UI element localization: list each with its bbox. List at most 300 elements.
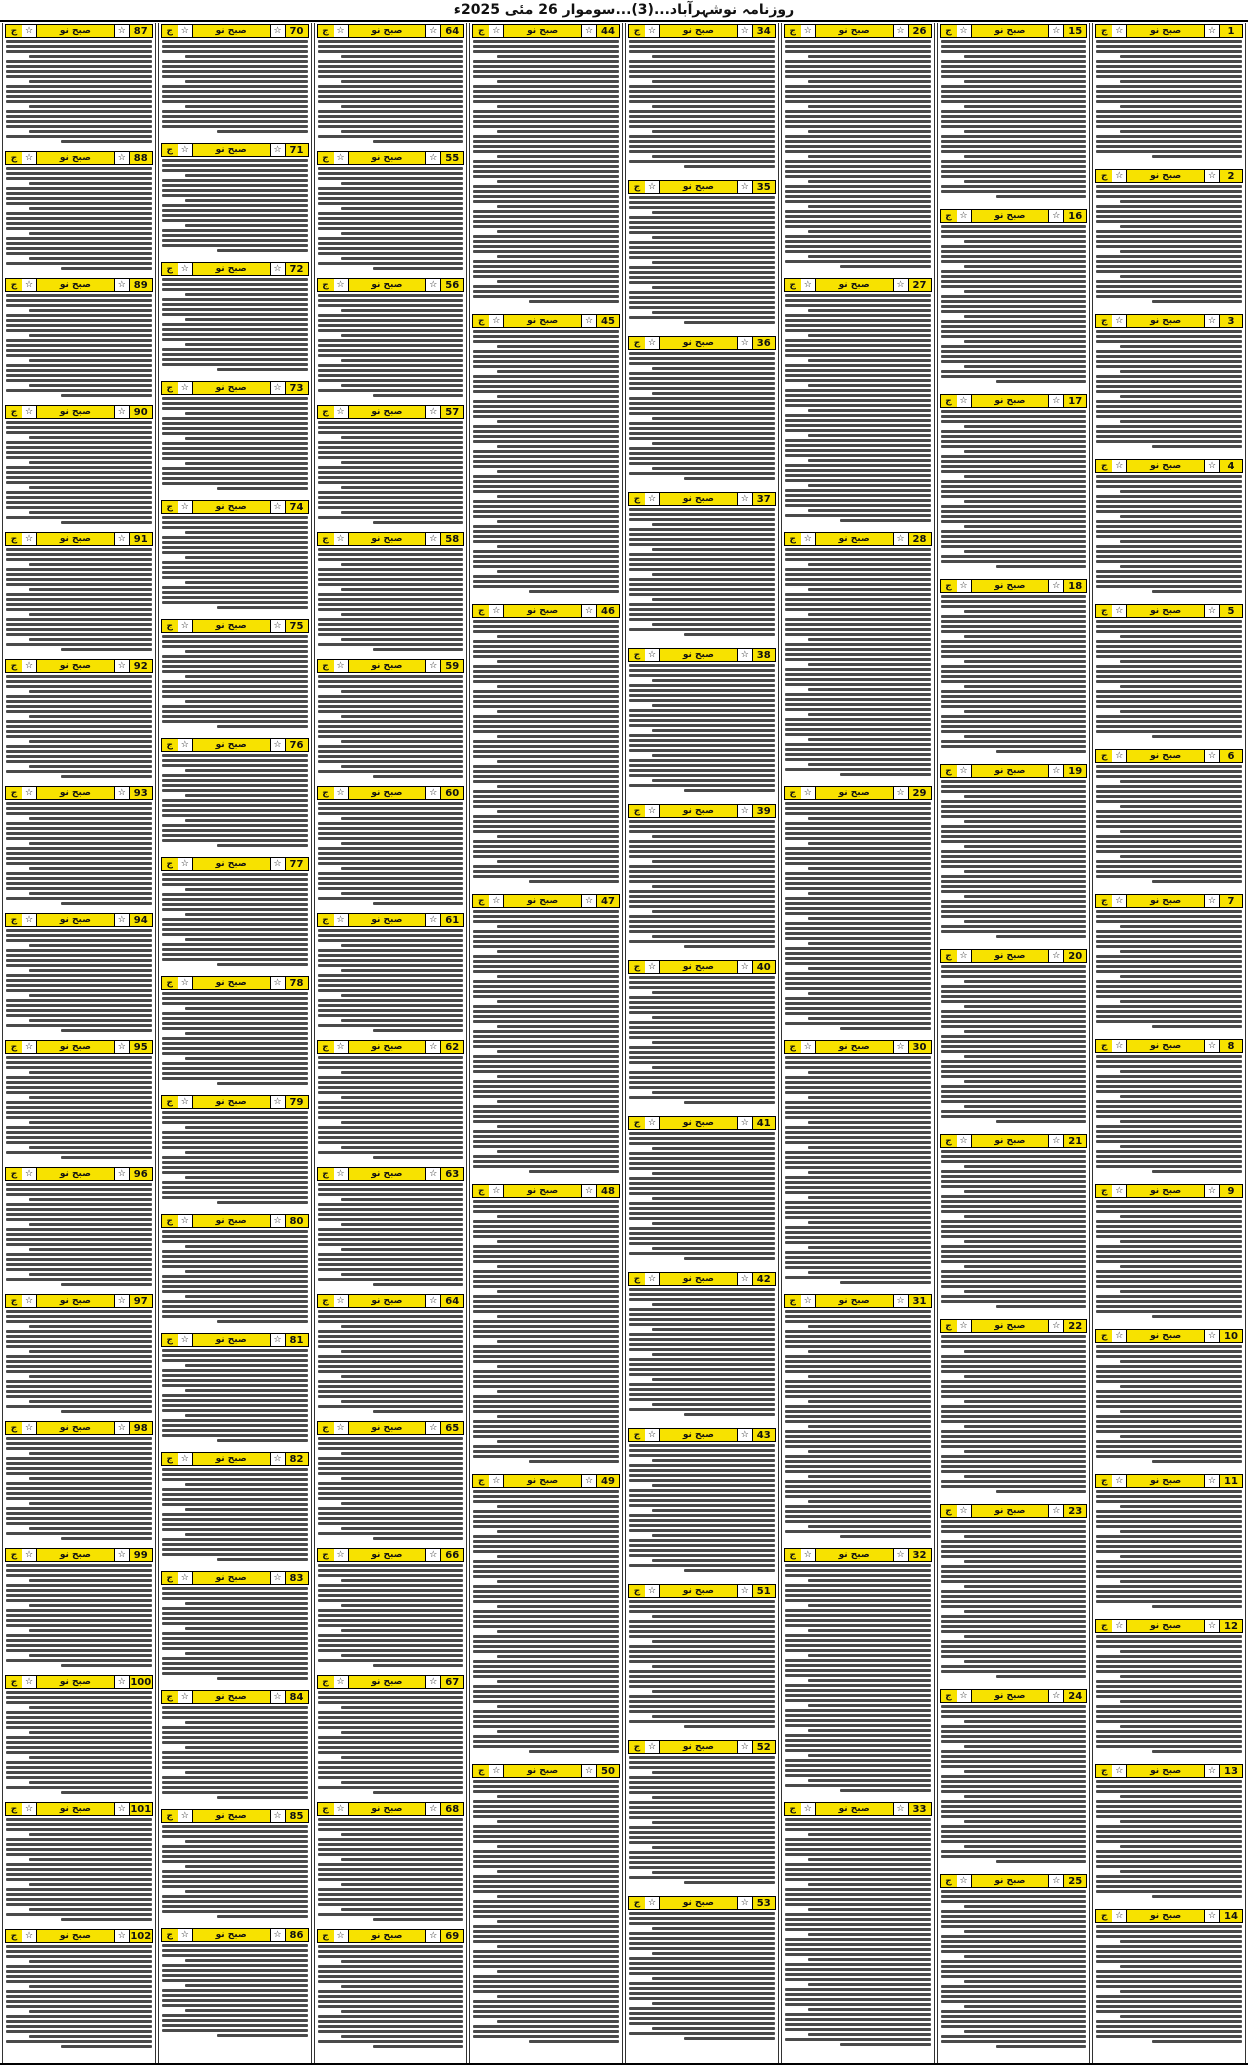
text-line — [629, 291, 775, 294]
ad-code: ج — [941, 580, 957, 592]
text-line — [162, 1022, 308, 1025]
text-line — [808, 1729, 930, 1732]
text-line — [1096, 935, 1242, 938]
text-line — [162, 1047, 308, 1050]
text-line — [785, 1320, 931, 1323]
text-line — [629, 216, 775, 219]
text-line — [785, 1236, 931, 1239]
text-line — [29, 461, 151, 464]
text-line — [6, 887, 152, 890]
star-icon: ☆ — [1207, 1911, 1217, 1921]
text-line — [629, 75, 775, 78]
text-line — [6, 1584, 152, 1587]
text-line — [473, 1420, 619, 1423]
text-line — [629, 100, 775, 103]
text-line — [808, 1629, 930, 1632]
text-line — [941, 1480, 1087, 1483]
text-line — [808, 180, 930, 183]
text-line — [785, 1574, 931, 1577]
text-line — [162, 1141, 308, 1144]
text-line — [941, 1655, 1087, 1658]
text-line — [1096, 1590, 1242, 1593]
text-line — [1096, 1685, 1242, 1688]
text-line — [6, 857, 152, 860]
text-line — [6, 1472, 152, 1475]
text-line — [318, 2025, 464, 2028]
classified-ad — [940, 209, 1088, 392]
text-line — [684, 945, 774, 948]
text-line — [318, 964, 464, 967]
text-line — [808, 1221, 930, 1224]
classified-ad — [940, 579, 1088, 762]
text-line — [6, 2020, 152, 2023]
text-line — [6, 1644, 152, 1647]
ad-text — [1095, 1778, 1243, 1901]
text-line — [217, 1201, 307, 1204]
text-line — [473, 1095, 619, 1098]
text-line — [162, 1900, 308, 1903]
text-line — [6, 1823, 152, 1826]
text-line — [29, 80, 151, 83]
text-line — [808, 917, 930, 920]
classified-ad — [161, 143, 309, 260]
text-line — [964, 1660, 1086, 1663]
text-line — [785, 200, 931, 203]
text-line — [341, 2010, 463, 2013]
text-line — [1096, 1720, 1242, 1723]
text-line — [6, 299, 152, 302]
text-line — [473, 745, 619, 748]
star-icon: ☆ — [740, 1430, 749, 1440]
classified-ad — [940, 1134, 1088, 1317]
ad-header — [628, 1272, 776, 1286]
text-line — [629, 1237, 775, 1240]
text-line — [318, 1614, 464, 1617]
star-icon: ☆ — [117, 153, 126, 163]
star-icon: ☆ — [803, 1804, 812, 1814]
text-line — [318, 1823, 464, 1826]
text-line — [473, 1740, 619, 1743]
text-line — [6, 1771, 152, 1774]
text-line — [941, 70, 1087, 73]
text-line — [629, 1001, 775, 1004]
text-line — [29, 765, 151, 768]
text-line — [785, 743, 931, 746]
text-line — [785, 573, 931, 576]
text-line — [941, 1555, 1087, 1558]
text-line — [629, 1866, 775, 1869]
text-line — [785, 150, 931, 153]
text-line — [941, 1580, 1087, 1583]
text-line — [6, 1208, 152, 1211]
text-line — [964, 1165, 1086, 1168]
text-line — [29, 892, 151, 895]
text-line — [6, 1193, 152, 1196]
text-line — [785, 822, 931, 825]
text-line — [629, 2017, 775, 2020]
ad-title: صبح نو — [1126, 750, 1205, 762]
ad-title: صبح نو — [348, 1041, 427, 1053]
text-line — [1096, 1430, 1242, 1433]
text-line — [6, 1786, 152, 1789]
text-line — [941, 490, 1087, 493]
text-line — [6, 822, 152, 825]
text-line — [497, 735, 619, 738]
classified-ad — [317, 532, 465, 657]
text-line — [964, 920, 1086, 923]
text-line — [785, 1445, 931, 1448]
text-line — [1120, 1725, 1242, 1728]
ad-title: صبح نو — [815, 1041, 894, 1053]
text-line — [1096, 360, 1242, 363]
text-line — [318, 242, 464, 245]
ad-number: 7 — [1219, 895, 1242, 907]
text-line — [629, 296, 775, 299]
ad-header — [628, 492, 776, 506]
text-line — [473, 1255, 619, 1258]
ad-header — [628, 1584, 776, 1598]
text-line — [529, 300, 619, 303]
star-icon: ☆ — [273, 621, 282, 631]
star-icon: ☆ — [336, 1550, 345, 1560]
text-line — [162, 1181, 308, 1184]
text-line — [217, 844, 307, 847]
text-line — [629, 407, 775, 410]
text-line — [497, 860, 619, 863]
text-line — [941, 1070, 1087, 1073]
text-line — [785, 1818, 931, 1821]
text-line — [629, 1680, 775, 1683]
text-line — [6, 294, 152, 297]
text-line — [964, 1585, 1086, 1588]
text-line — [6, 217, 152, 220]
ad-title: صبح نو — [659, 1741, 738, 1753]
classified-ad — [784, 1040, 932, 1292]
text-line — [473, 65, 619, 68]
text-line — [941, 1485, 1087, 1488]
text-line — [6, 1634, 152, 1637]
text-line — [162, 467, 308, 470]
classified-ad — [628, 180, 776, 334]
classified-ad — [5, 1802, 153, 1927]
text-line — [6, 837, 152, 840]
text-line — [473, 340, 619, 343]
text-line — [785, 733, 931, 736]
text-line — [941, 1010, 1087, 1013]
text-line — [473, 720, 619, 723]
star-icon: ☆ — [584, 1186, 594, 1196]
text-line — [318, 959, 464, 962]
ad-number: 8 — [1219, 1040, 1242, 1052]
text-line — [61, 1664, 151, 1667]
text-line — [629, 241, 775, 244]
text-line — [1152, 300, 1242, 303]
text-line — [473, 1105, 619, 1108]
text-line — [1096, 280, 1242, 283]
text-line — [785, 419, 931, 422]
text-line — [785, 1460, 931, 1463]
star-icon: ☆ — [336, 1169, 345, 1179]
star-icon: ☆ — [336, 1042, 345, 1052]
text-line — [1096, 1985, 1242, 1988]
text-line — [1096, 1690, 1242, 1693]
text-line — [785, 1490, 931, 1493]
text-line — [629, 387, 775, 390]
text-line — [6, 100, 152, 103]
ad-text — [628, 194, 776, 327]
text-line — [629, 1705, 775, 1708]
text-line — [964, 55, 1086, 58]
star-icon: ☆ — [1115, 26, 1124, 36]
text-line — [497, 1995, 619, 1998]
ad-title: صبح نو — [815, 279, 894, 291]
text-line — [1120, 1820, 1242, 1823]
star-icon: ☆ — [273, 1216, 282, 1226]
text-line — [629, 895, 775, 898]
text-line — [941, 2025, 1087, 2028]
text-line — [318, 1868, 464, 1871]
text-line — [941, 1360, 1087, 1363]
text-line — [318, 1965, 464, 1968]
text-line — [840, 2043, 930, 2046]
ad-code: ج — [785, 533, 801, 545]
text-line — [318, 1903, 464, 1906]
text-line — [629, 447, 775, 450]
text-line — [318, 506, 464, 509]
ad-text — [1095, 1488, 1243, 1611]
text-line — [162, 1290, 308, 1293]
text-line — [473, 1710, 619, 1713]
ad-header — [784, 278, 932, 292]
text-line — [1096, 85, 1242, 88]
classified-ad — [317, 24, 465, 149]
star-icon: ☆ — [647, 494, 657, 504]
text-line — [629, 719, 775, 722]
text-line — [1096, 1715, 1242, 1718]
text-line — [473, 460, 619, 463]
text-line — [162, 120, 308, 123]
star-icon: ☆ — [117, 407, 126, 417]
text-line — [1096, 1105, 1242, 1108]
text-line — [808, 55, 930, 58]
text-line — [318, 1659, 464, 1662]
text-line — [629, 316, 775, 319]
text-line — [785, 668, 931, 671]
text-line — [629, 1937, 775, 1940]
text-line — [941, 230, 1087, 233]
star-icon: ☆ — [647, 962, 657, 972]
text-line — [318, 110, 464, 113]
ad-header — [1095, 1619, 1243, 1633]
text-line — [341, 384, 463, 387]
text-line — [652, 1690, 774, 1693]
ad-code: ج — [6, 1930, 22, 1942]
text-line — [941, 670, 1087, 673]
star-icon: ☆ — [273, 1335, 282, 1345]
text-line — [497, 1390, 619, 1393]
text-line — [318, 984, 464, 987]
text-line — [61, 1791, 151, 1794]
ad-code: ج — [318, 1168, 334, 1180]
text-line — [318, 1873, 464, 1876]
text-line — [785, 65, 931, 68]
text-line — [341, 461, 463, 464]
text-line — [1120, 2015, 1242, 2018]
text-line — [652, 1821, 774, 1824]
text-line — [162, 209, 308, 212]
text-line — [185, 174, 307, 177]
text-line — [162, 338, 308, 341]
text-line — [29, 638, 151, 641]
text-line — [964, 425, 1086, 428]
ad-code: ج — [162, 263, 178, 275]
ad-number: 72 — [285, 263, 308, 275]
ad-code: ج — [1096, 1330, 1112, 1342]
text-line — [29, 944, 151, 947]
text-line — [652, 754, 774, 757]
text-line — [29, 1654, 151, 1657]
text-line — [785, 678, 931, 681]
classified-ad — [317, 1294, 465, 1419]
text-line — [941, 830, 1087, 833]
text-line — [473, 1280, 619, 1283]
ad-code: ج — [318, 787, 334, 799]
text-line — [941, 985, 1087, 988]
text-line — [629, 432, 775, 435]
text-line — [808, 509, 930, 512]
text-line — [6, 1898, 152, 1901]
text-line — [162, 1964, 308, 1967]
text-line — [808, 763, 930, 766]
text-line — [318, 1945, 464, 1948]
ad-code: ج — [1096, 895, 1112, 907]
text-line — [785, 748, 931, 751]
text-line — [1120, 55, 1242, 58]
text-line — [473, 1285, 619, 1288]
star-icon: ☆ — [180, 1573, 189, 1583]
text-line — [162, 1528, 308, 1531]
ad-text — [317, 1054, 465, 1162]
ad-number: 22 — [1063, 1320, 1086, 1332]
text-line — [808, 663, 930, 666]
text-line — [941, 695, 1087, 698]
ad-number: 5 — [1219, 605, 1242, 617]
star-icon: ☆ — [1207, 1041, 1217, 1051]
text-line — [162, 586, 308, 589]
text-line — [318, 755, 464, 758]
text-line — [497, 1970, 619, 1973]
text-line — [1120, 250, 1242, 253]
text-line — [473, 1055, 619, 1058]
classified-ad — [472, 604, 620, 892]
text-line — [785, 1002, 931, 1005]
text-line — [185, 105, 307, 108]
star-icon: ☆ — [584, 1476, 594, 1486]
text-line — [941, 995, 1087, 998]
text-line — [785, 1161, 931, 1164]
text-line — [318, 354, 464, 357]
ad-header — [317, 24, 465, 38]
ad-code: ج — [785, 1549, 801, 1561]
ad-text — [317, 1816, 465, 1924]
text-line — [497, 1150, 619, 1153]
text-line — [6, 1218, 152, 1221]
text-line — [1096, 1135, 1242, 1138]
text-line — [1120, 1410, 1242, 1413]
text-line — [941, 1050, 1087, 1053]
ad-header — [317, 1167, 465, 1181]
ad-header — [940, 1504, 1088, 1518]
text-line — [1096, 335, 1242, 338]
text-line — [473, 865, 619, 868]
text-line — [808, 80, 930, 83]
ad-code: ج — [1096, 25, 1112, 37]
ad-text — [940, 1888, 1088, 2051]
ad-header — [5, 24, 153, 38]
text-line — [473, 930, 619, 933]
classified-ad — [1095, 1474, 1243, 1617]
text-line — [473, 40, 619, 43]
text-line — [162, 1196, 308, 1199]
star-icon: ☆ — [24, 1550, 34, 1560]
text-line — [473, 90, 619, 93]
classified-ad — [1095, 894, 1243, 1037]
text-line — [6, 1751, 152, 1754]
text-line — [318, 999, 464, 1002]
text-line — [6, 456, 152, 459]
ad-title: صبح نو — [348, 660, 427, 672]
text-line — [6, 252, 152, 255]
text-line — [629, 221, 775, 224]
text-line — [6, 1380, 152, 1383]
ad-title: صبح نو — [192, 977, 271, 989]
text-line — [162, 1845, 308, 1848]
text-line — [162, 447, 308, 450]
ad-text — [940, 1148, 1088, 1311]
text-line — [941, 1850, 1087, 1853]
text-line — [941, 1830, 1087, 1833]
text-line — [629, 533, 775, 536]
text-line — [341, 1096, 463, 1099]
ad-number: 86 — [285, 1929, 308, 1941]
text-line — [941, 1085, 1087, 1088]
text-line — [6, 70, 152, 73]
text-line — [629, 764, 775, 767]
text-line — [162, 1493, 308, 1496]
ad-title: صبح نو — [815, 25, 894, 37]
text-line — [785, 489, 931, 492]
text-line — [1096, 1250, 1242, 1253]
text-line — [318, 212, 464, 215]
text-line — [629, 1061, 775, 1064]
text-line — [318, 1370, 464, 1373]
text-line — [6, 1315, 152, 1318]
text-line — [162, 1647, 308, 1650]
ad-text — [1095, 763, 1243, 886]
ad-number: 49 — [596, 1475, 619, 1487]
ad-title: صبح نو — [192, 382, 271, 394]
text-line — [652, 729, 774, 732]
text-line — [629, 1383, 775, 1386]
text-line — [185, 1414, 307, 1417]
text-line — [29, 130, 151, 133]
column-7 — [158, 23, 312, 2063]
text-line — [941, 1640, 1087, 1643]
text-line — [341, 1071, 463, 1074]
ad-number: 25 — [1063, 1875, 1086, 1887]
text-line — [1096, 945, 1242, 948]
text-line — [318, 1863, 464, 1866]
